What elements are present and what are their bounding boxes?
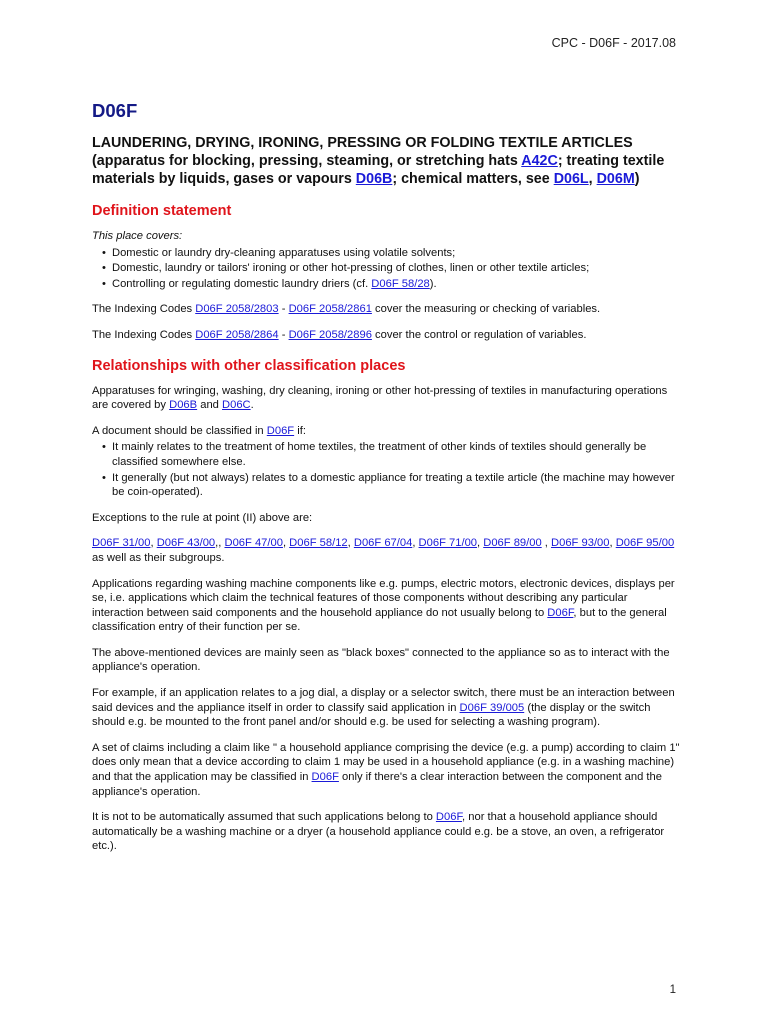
link-d06f-89-00[interactable]: D06F 89/00 [483,537,542,550]
link-d06f-43-00[interactable]: D06F 43/00 [156,537,216,550]
link-a42c[interactable]: A42C [521,153,558,169]
link-d06f-93-00[interactable]: D06F 93/00 [551,537,610,550]
separator-text: , [150,537,157,550]
paragraph-text: Applications regarding washing machine components like e.g. pumps, electric motors, electronic devices, displays per se, i.e. applications which claim the technical features of those components without describing any particular interaction between said components and the household appliance do not usually belong to [92,577,675,619]
separator-text: , [477,537,484,550]
paragraph-text: It is not to be automatically assumed that such applications belong to [92,811,436,824]
indexing-codes-control [92,328,682,343]
title-text: ) [634,171,640,187]
link-d06m[interactable]: D06M [596,171,635,187]
list-item: • It mainly relates to the treatment of home textiles, the treatment of other kinds of textiles should generally be classified somewhere else. [102,440,682,469]
link-d06f-2058-2896[interactable]: D06F 2058/2896 [288,328,372,341]
link-d06f-31-00[interactable]: D06F 31/00 [92,537,151,550]
title-text: LAUNDERING, DRYING, IRONING, PRESSING OR FOLDING TEXTILE ARTICLES (apparatus for blocking, pressing, steaming, or stretching hats [92,135,633,169]
link-d06l[interactable]: D06L [553,171,589,187]
link-d06f-39-005[interactable]: D06F 39/005 [459,701,525,714]
paragraph-text: if: [294,424,306,437]
paragraph-text: (the display or the switch should e.g. be mounted to the front panel and/or should e.g. be used for selecting a washing program). [92,701,651,729]
paragraph-text: Apparatuses for wringing, washing, dry cleaning, ironing or other hot-pressing of textiles in manufacturing operations are covered by [92,384,668,412]
paragraph-exceptions-intro: Exceptions to the rule at point (II) above are: [92,511,313,524]
link-d06c[interactable]: D06C [222,399,251,412]
list-item [102,277,682,292]
link-d06f-71-00[interactable]: D06F 71/00 [418,537,478,550]
separator-text: , [609,537,616,550]
separator-text: ,, [215,537,225,550]
separator-text: , [347,537,354,550]
separator-text: , [541,537,552,550]
paragraph-example [92,686,682,730]
paragraph-text: - [278,303,289,316]
paragraph-classified-if [92,424,682,439]
link-d06f-58-12[interactable]: D06F 58/12 [289,537,348,550]
link-d06f-58-28[interactable]: D06F 58/28 [371,277,430,290]
paragraph-text: . [250,399,254,412]
link-d06f-67-04[interactable]: D06F 67/04 [353,537,413,550]
list-item: • Domestic, laundry or tailors' ironing or other hot-pressing of clothes, linen or other textile articles; [102,261,682,276]
link-d06f-2058-2861[interactable]: D06F 2058/2861 [288,303,372,316]
paragraph-text: only if there's a clear interaction between the component and the appliance's operation. [92,771,662,798]
title-text: , [588,171,597,187]
link-d06f-47-00[interactable]: D06F 47/00 [224,537,283,550]
paragraph-text: - [278,328,289,341]
page-number: 1 [669,984,676,996]
page-header: CPC - D06F - 2017.08 [551,36,676,50]
conditions-list [92,440,682,499]
indexing-codes-measuring [92,302,682,317]
paragraph-text: A set of claims including a claim like " a household appliance comprising the device (e.g. a pump) according to claim 1" does only mean that a device according to claim 1 may be used in a household appliance (e.g. in a washing machine) and that the application may be classified in [92,741,680,784]
paragraph-manufacturing [92,384,682,413]
paragraph-text: cover the measuring or checking of variables. [371,303,601,316]
paragraph-components [92,577,682,635]
paragraph-text: and [197,399,223,412]
paragraph-not-assumed [92,810,682,854]
list-item-text: ). [429,277,437,290]
section-heading-definition: Definition statement [92,203,232,219]
paragraph-text: cover the control or regulation of variables. [371,328,587,341]
list-item: • It generally (but not always) relates to a domestic appliance for treating a textile article (the machine may however be coin-operated). [102,471,682,500]
paragraph-text: , nor that a household appliance should automatically be a washing machine or a dryer (a household appliance could e.g. be a stove, an oven, a refrigerator etc.). [92,811,665,853]
link-d06f-2058-2864[interactable]: D06F 2058/2864 [195,328,279,341]
link-d06f-2058-2803[interactable]: D06F 2058/2803 [195,303,279,316]
paragraph-text: A document should be classified in [92,424,267,437]
class-title [92,134,682,188]
definition-intro: This place covers: [92,230,183,242]
separator-text: as well as their subgroups. [92,551,225,564]
paragraph-text: The Indexing Codes [92,328,196,341]
link-d06f[interactable]: D06F [435,811,463,824]
list-item: • Domestic or laundry dry-cleaning apparatuses using volatile solvents; [102,246,682,261]
title-text: ; treating textile materials by liquids, gases or vapours [92,153,665,187]
paragraph-black-boxes: The above-mentioned devices are mainly seen as "black boxes" connected to the appliance so as to interact with the appliance's operation. [92,646,670,674]
classification-code: D06F [92,100,138,121]
separator-text: , [282,537,290,550]
paragraph-text: The Indexing Codes [92,303,196,316]
paragraph-claims [92,741,682,799]
exceptions-list [92,536,682,565]
list-item-text: Controlling or regulating domestic laundry driers (cf. [112,277,372,290]
link-d06f-95-00[interactable]: D06F 95/00 [615,537,675,550]
document-body [92,100,682,865]
definition-list [92,246,682,292]
separator-text: , [412,537,419,550]
title-text: ; chemical matters, see [392,171,554,187]
section-heading-relationships: Relationships with other classification places [92,357,406,374]
link-d06f[interactable]: D06F [547,606,574,619]
paragraph-text: , but to the general classification entry of their function per se. [92,606,667,634]
link-d06b[interactable]: D06B [355,171,393,187]
link-d06f[interactable]: D06F [266,424,295,437]
paragraph-text: For example, if an application relates to a jog dial, a display or a selector switch, there must be an interaction between said devices and the appliance itself in order to classify said application in [92,687,675,714]
link-d06f[interactable]: D06F [311,771,339,784]
link-d06b[interactable]: D06B [169,399,198,412]
